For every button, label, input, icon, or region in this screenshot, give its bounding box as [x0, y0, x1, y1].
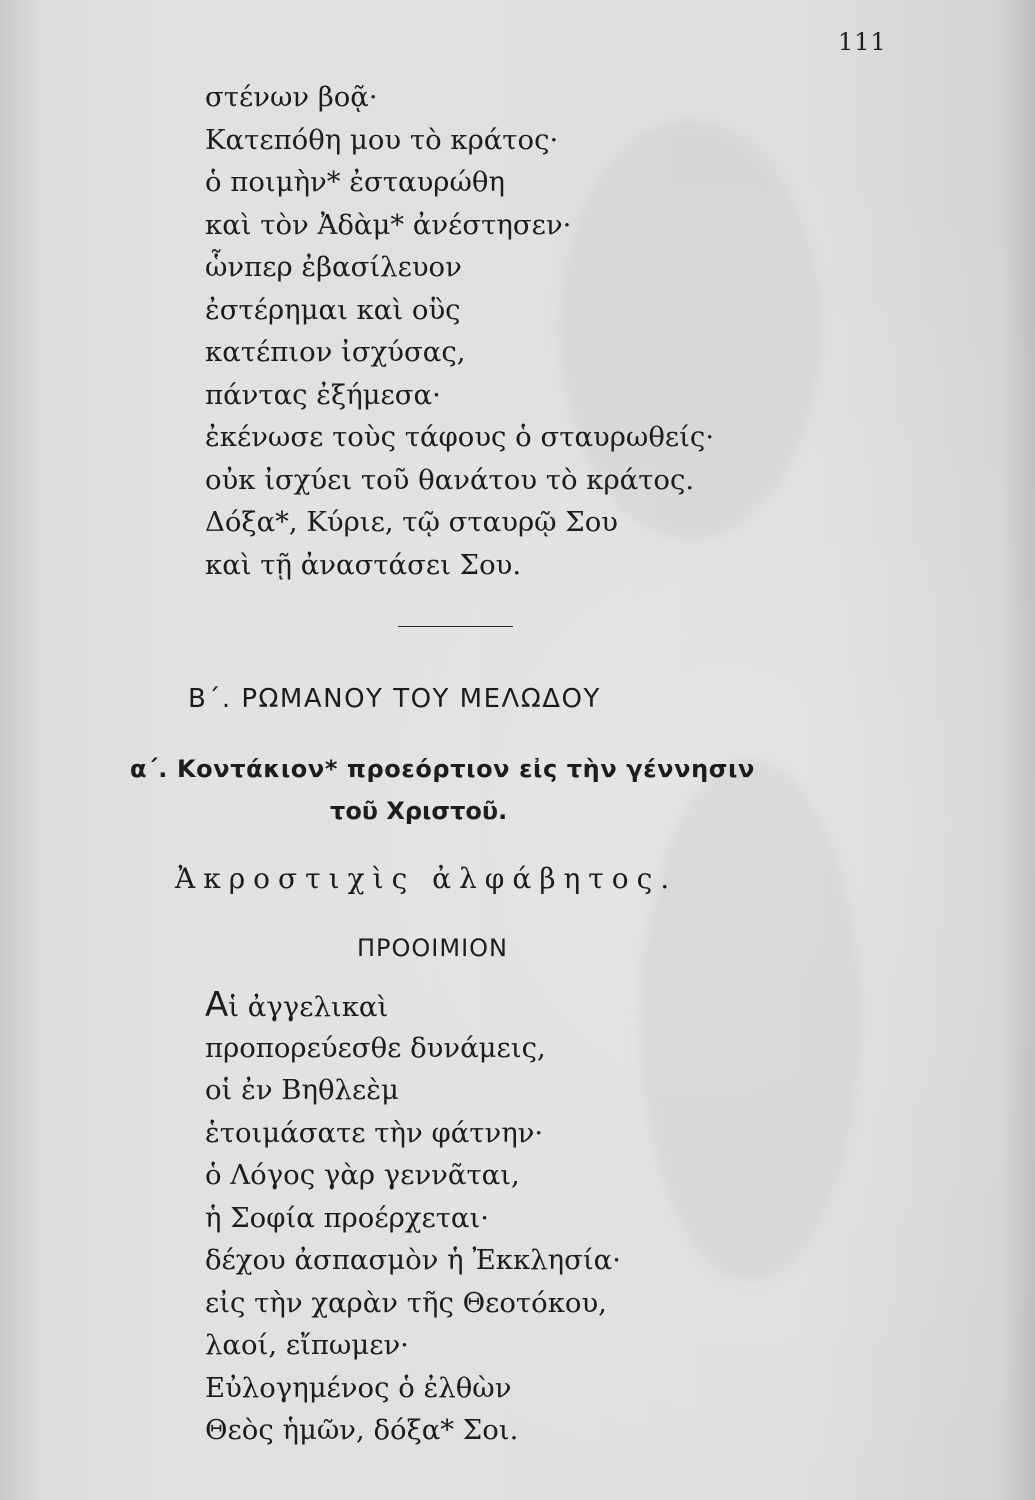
verse-line: καὶ τῇ ἀναστάσει Σου. [205, 548, 522, 581]
prooimion-heading: ΠΡΟΟΙΜΙΟΝ [357, 934, 509, 962]
verse-line: ἑτοιμάσατε τὴν φάτνην· [205, 1116, 544, 1149]
verse-block-bottom [205, 984, 621, 1452]
verse-line: Δόξα*, Κύριε, τῷ σταυρῷ Σου [205, 506, 619, 538]
verse-block-top [205, 76, 714, 586]
verse-line: ὁ Λόγος γὰρ γεννᾶται, [205, 1159, 520, 1191]
acrostic-note: Ἀκροστιχὶς ἀλφάβητος. [175, 862, 678, 895]
verse-line: προπορεύεσθε δυνάμεις, [205, 1031, 546, 1064]
hymn-title [130, 748, 890, 832]
verse-line-rest: ἱ ἀγγελικαὶ [228, 991, 389, 1023]
hymn-title-line: τοῦ Χριστοῦ. [330, 797, 508, 825]
verse-line: ἐστέρημαι καὶ οὓς [205, 293, 461, 326]
verse-line: δέχου ἀσπασμὸν ἡ Ἐκκλησία· [205, 1244, 621, 1276]
verse-line: κατέπιον ἰσχύσας, [205, 336, 466, 368]
verse-line: Κατεπόθη μου τὸ κράτος· [205, 123, 559, 156]
page-number: 111 [838, 28, 887, 56]
section-divider [398, 626, 513, 627]
verse-line: ἡ Σοφία προέρχεται· [205, 1201, 489, 1234]
paper-stain [640, 760, 860, 1280]
hymn-title-line: α΄. Κοντάκιον* προεόρτιον εἰς τὴν γέννησιν [130, 755, 755, 783]
verse-line: εἰς τὴν χαρὰν τῆς Θεοτόκου, [205, 1286, 607, 1319]
verse-line: οἱ ἐν Βηθλεὲμ [205, 1074, 399, 1106]
verse-line: καὶ τὸν Ἀδὰμ* ἀνέστησεν· [205, 208, 572, 241]
verse-line: ἐκένωσε τοὺς τάφους ὁ σταυρωθείς· [205, 421, 715, 453]
verse-line: ὧνπερ ἐβασίλευον [205, 251, 462, 283]
verse-line: στένων βοᾷ· [205, 81, 378, 113]
verse-line: λαοί, εἴπωμεν· [205, 1329, 409, 1361]
verse-line: οὐκ ἰσχύει τοῦ θανάτου τὸ κράτος. [205, 463, 695, 496]
verse-line: Εὐλογημένος ὁ ἐλθὼν [205, 1371, 512, 1404]
verse-line: πάντας ἐξήμεσα· [205, 378, 441, 411]
section-heading: Β΄. ΡΩΜΑΝΟΥ ΤΟΥ ΜΕΛΩΔΟΥ [188, 684, 601, 714]
drop-cap: Α [205, 985, 229, 1025]
verse-first-line [205, 984, 621, 1027]
verse-line: Θεὸς ἡμῶν, δόξα* Σοι. [205, 1414, 519, 1446]
verse-line: ὁ ποιμὴν* ἐσταυρώθη [205, 166, 505, 198]
